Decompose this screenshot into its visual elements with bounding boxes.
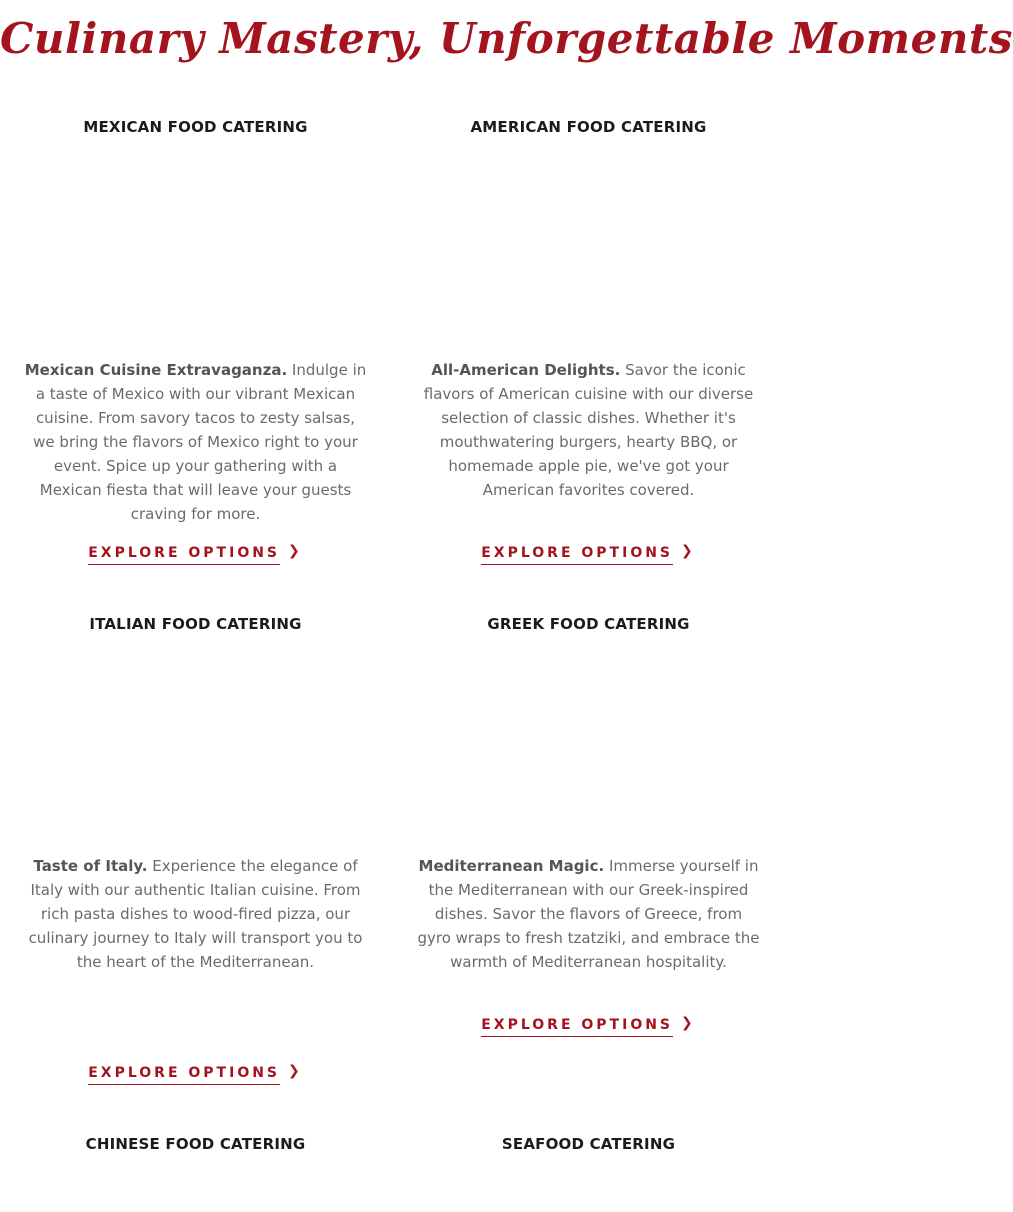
catering-card-chinese xyxy=(23,0,368,1212)
card-lead: All-American Delights. xyxy=(431,361,621,379)
explore-options-label: EXPLORE OPTIONS xyxy=(481,1017,673,1037)
card-body: Experience the elegance of Italy with our authentic Italian cuisine. From rich pasta dishes to wood-fired pizza, our culinary journey to Italy will transport you to the heart of the Mediterranean. xyxy=(28,857,363,971)
card-heading: ITALIAN FOOD CATERING xyxy=(89,615,302,633)
card-image xyxy=(426,1168,751,1212)
card-lead: Mediterranean Magic. xyxy=(418,857,605,875)
chevron-right-icon: ❯ xyxy=(288,543,303,559)
card-lead: Mexican Cuisine Extravaganza. xyxy=(24,361,288,379)
card-body: Indulge in a taste of Mexico with our vibrant Mexican cuisine. From savory tacos to zesty salsas, we bring the flavors of Mexico right to your event. Spice up your gathering with a Mexican fiesta that will leave your guests craving for more. xyxy=(33,361,367,523)
chevron-right-icon: ❯ xyxy=(681,543,696,559)
card-body: Immerse yourself in the Mediterranean with our Greek-inspired dishes. Savor the flavors of Greece, from gyro wraps to fresh tzatziki, and embrace the warmth of Mediterranean hospitality. xyxy=(417,857,760,971)
chevron-right-icon: ❯ xyxy=(681,1015,696,1031)
card-heading: CHINESE FOOD CATERING xyxy=(85,1135,306,1153)
card-image xyxy=(33,1168,358,1212)
card-body: Savor the iconic flavors of American cuisine with our diverse selection of classic dishes. Whether it's mouthwatering burgers, hearty BBQ, or homemade apple pie, we've got your American favorites covered. xyxy=(423,361,754,499)
card-heading: GREEK FOOD CATERING xyxy=(487,615,690,633)
card-heading: AMERICAN FOOD CATERING xyxy=(470,118,707,136)
explore-options-label: EXPLORE OPTIONS xyxy=(88,1065,280,1085)
card-lead: Taste of Italy. xyxy=(33,857,148,875)
explore-options-label: EXPLORE OPTIONS xyxy=(88,545,280,565)
explore-options-label: EXPLORE OPTIONS xyxy=(481,545,673,565)
card-heading: SEAFOOD CATERING xyxy=(501,1135,676,1153)
card-heading: MEXICAN FOOD CATERING xyxy=(83,118,308,136)
page-title: Culinary Mastery, Unforgettable Moments xyxy=(0,14,1013,63)
catering-card-seafood xyxy=(416,0,761,1212)
chevron-right-icon: ❯ xyxy=(288,1063,303,1079)
